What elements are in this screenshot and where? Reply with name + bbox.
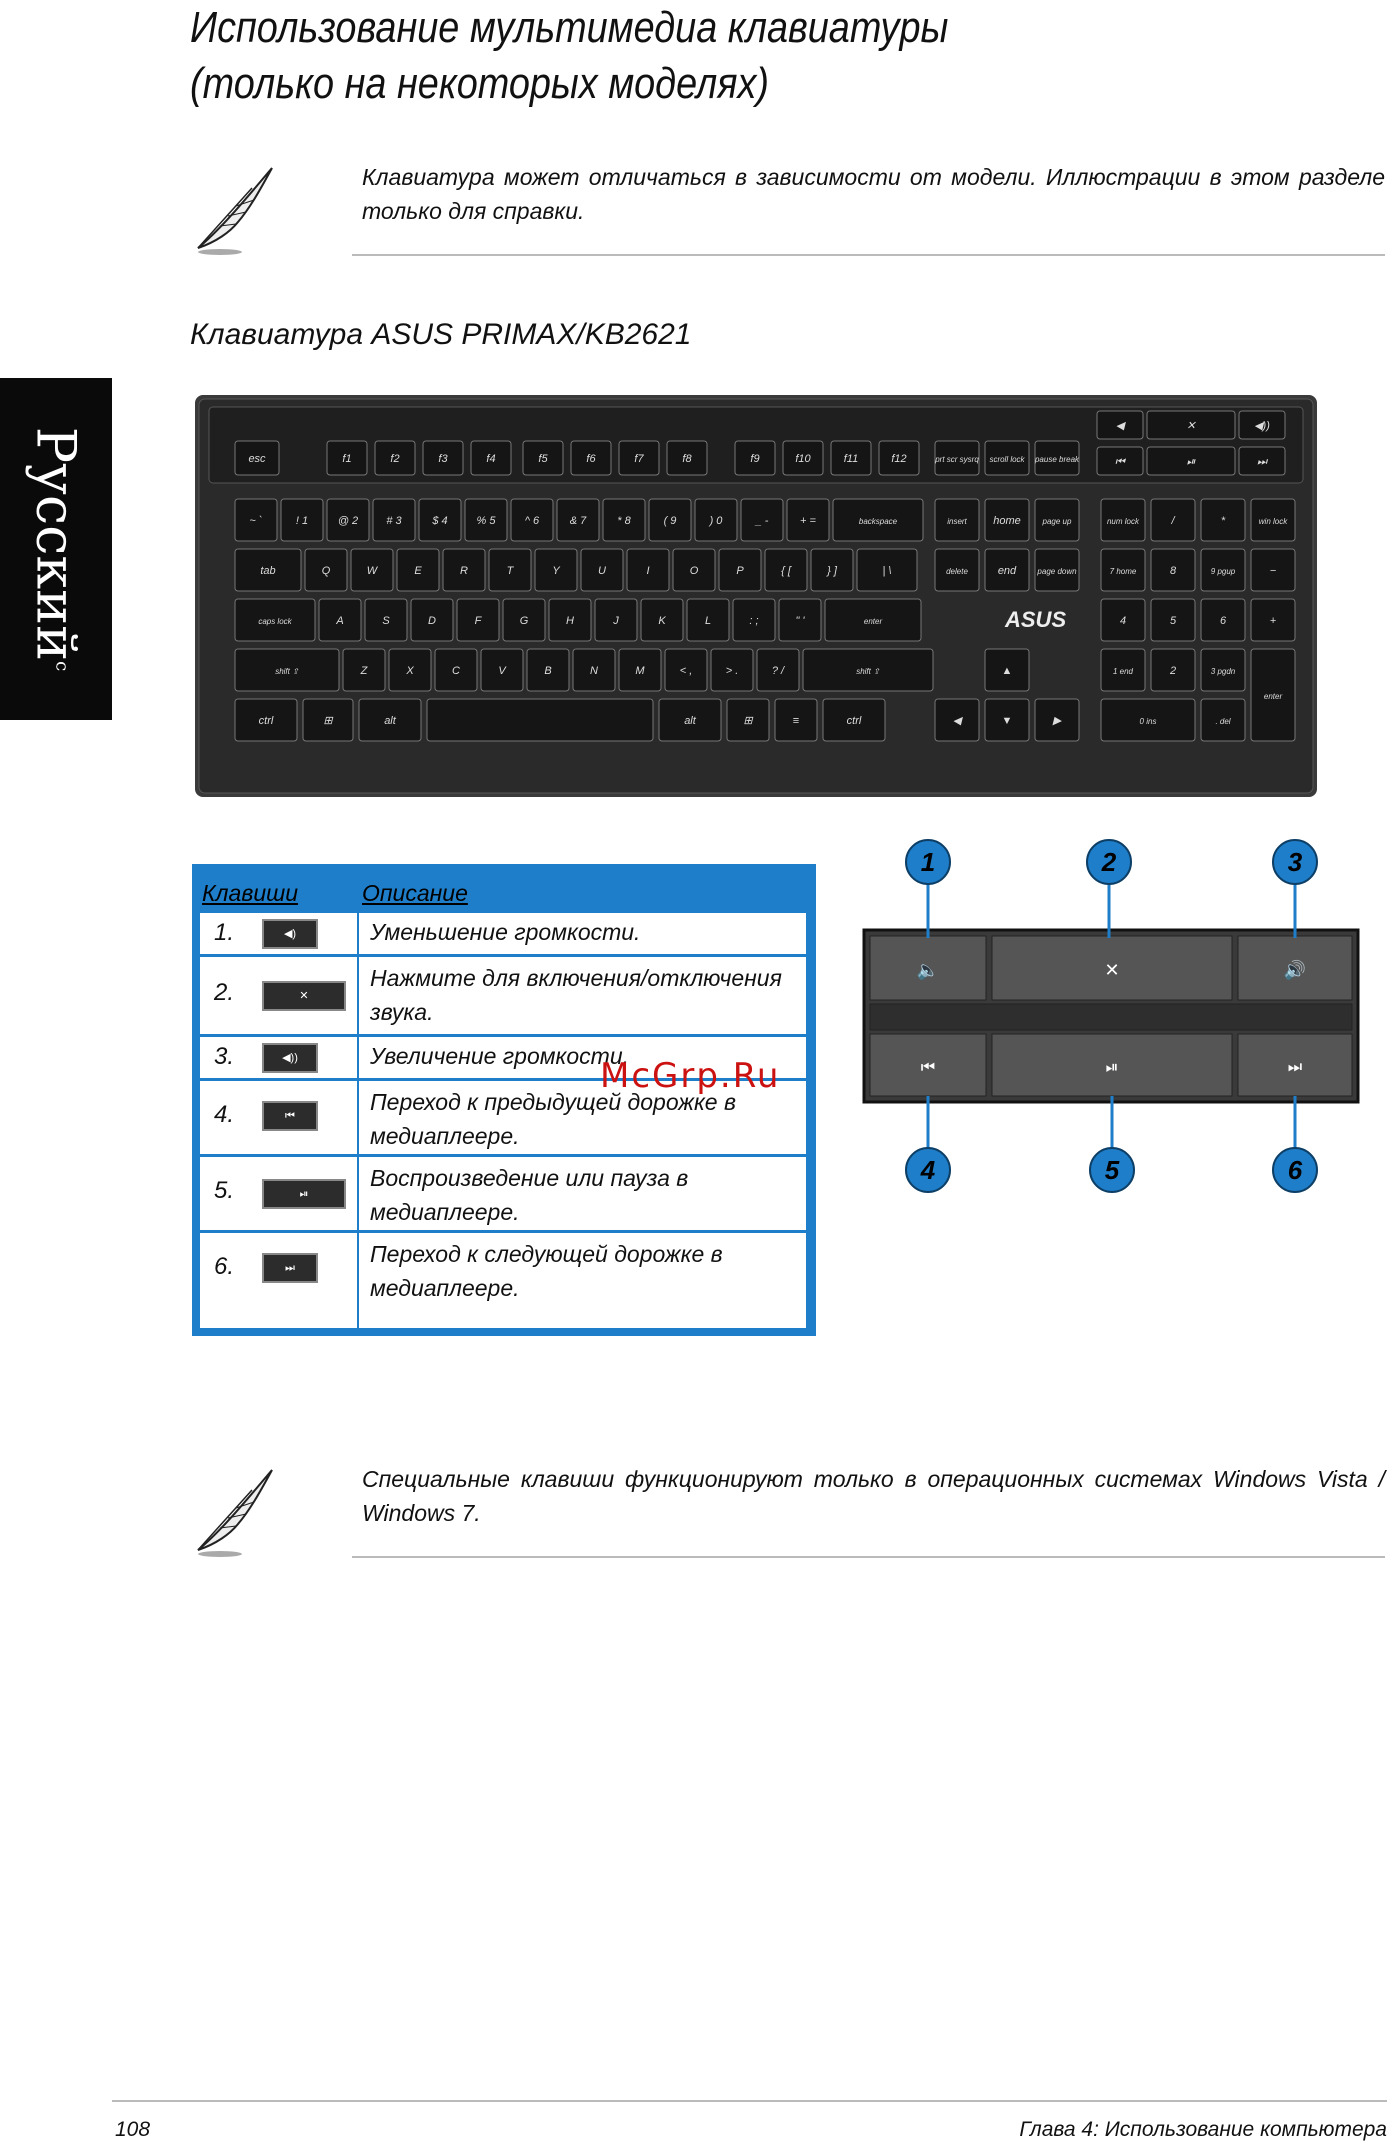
mute-key-icon: ✕ [262, 981, 346, 1011]
keyboard-key-label: N [590, 665, 598, 677]
keyboard-key-label: U [598, 565, 606, 577]
keyboard-key-label: A [336, 615, 344, 627]
keyboard-key-label: @ 2 [337, 515, 359, 527]
keyboard-key-label: + [1269, 615, 1277, 627]
keyboard-key-label: shift ⇧ [275, 667, 299, 676]
keyboard-key-label: tab [260, 565, 276, 577]
feather-note-icon [190, 160, 280, 260]
keyboard-key-label: ⏭ [1257, 456, 1267, 468]
keyboard-key-label: # 3 [386, 515, 402, 527]
keyboard-key-label: F [474, 615, 482, 627]
keyboard-key-label: win lock [1258, 517, 1288, 526]
keyboard-key-label: 5 [1169, 615, 1177, 627]
keyboard-key-label: ~ ` [249, 515, 263, 527]
keyboard-key-label: ◀ [1115, 420, 1125, 432]
keyboard-key-label: 9 pgup [1210, 567, 1236, 576]
callout-number: 4 [920, 1155, 936, 1185]
keyboard-key-label: enter [863, 617, 883, 626]
keyboard-key-label: : ; [749, 615, 759, 627]
row-number: 1. [214, 919, 235, 946]
keyboard-key-label: $ 4 [432, 515, 448, 527]
keyboard-key-label: pause break [1034, 455, 1080, 464]
keyboard-key-label: ▼ [1001, 715, 1013, 727]
keyboard-key-label: K [658, 615, 666, 627]
keyboard-key-label: ctrl [258, 715, 274, 727]
title-line-1: Использование мультимедиа клавиатуры [190, 3, 949, 52]
keyboard-key-label: shift ⇧ [856, 667, 880, 676]
keyboard-key-label: f7 [634, 453, 644, 465]
row-description: Нажмите для включения/отключения звука. [370, 965, 782, 1025]
keyboard-key-label: | \ [882, 565, 892, 577]
keyboard-key-label: ▲ [1001, 665, 1013, 677]
previous-track-key-icon: ⏮ [262, 1101, 318, 1131]
keyboard-key-label: M [635, 665, 645, 677]
keyboard-key-label: ) 0 [709, 515, 723, 527]
language-superscript: с [51, 661, 73, 672]
keyboard-key-label: ! 1 [295, 515, 309, 527]
keyboard-key-label: 3 pgdn [1210, 667, 1236, 676]
keyboard-key-label: O [689, 565, 699, 577]
keyboard-key-label: ⏯ [1186, 456, 1196, 468]
keyboard-key-label: f9 [750, 453, 760, 465]
keyboard-key-label: P [736, 565, 744, 577]
keyboard-key-label: − [1269, 565, 1277, 577]
page-title [190, 0, 1179, 112]
footer-rule [112, 2100, 1387, 2102]
note-box-2 [190, 1462, 1385, 1558]
keyboard-key-label: f10 [795, 453, 811, 465]
keyboard-key-label: f6 [586, 453, 596, 465]
keyboard-key-label: ◀)) [1254, 420, 1270, 432]
keyboard-key-label: ctrl [846, 715, 862, 727]
keyboard-key-label: 1 end [1112, 667, 1134, 676]
row-description: Увеличение громкости. [370, 1043, 629, 1069]
keyboard-key-label: esc [248, 453, 266, 465]
keyboard-key-label: ▶ [1052, 715, 1062, 727]
keyboard-key-label: alt [384, 715, 396, 727]
keyboard-key-label: home [993, 515, 1021, 527]
volume-up-icon: 🔊 [1283, 960, 1307, 981]
keyboard-key-label: f3 [438, 453, 448, 465]
row-number: 6. [214, 1253, 235, 1280]
keyboard-key-label: ( 9 [663, 515, 677, 527]
keyboard-key-label: ✕ [1186, 420, 1196, 432]
keyboard-key-label: backspace [858, 517, 898, 526]
keyboard-key-label: ^ 6 [524, 515, 540, 527]
keyboard-key-label: } ] [827, 565, 837, 577]
row-description: Переход к следующей дорожке в медиаплеере. [370, 1241, 723, 1301]
keyboard-key-label: * 8 [617, 515, 631, 527]
asus-logo: ASUS [1005, 607, 1067, 632]
table-row [200, 1230, 806, 1331]
keyboard-key-label: 4 [1119, 615, 1127, 627]
row-description: Уменьшение громкости. [370, 919, 641, 945]
keyboard-key-label: I [646, 565, 650, 577]
keyboard-key-label: " ' [795, 615, 805, 627]
row-description: Переход к предыдущей дорожке в медиаплеере. [370, 1089, 736, 1149]
keyboard-key-label: 7 home [1109, 567, 1137, 576]
keyboard-key-label: num lock [1106, 517, 1140, 526]
keyboard-key-label: ⏮ [1115, 456, 1125, 468]
keyboard-key-label: . del [1215, 717, 1231, 726]
keyboard-key-label: 6 [1219, 615, 1227, 627]
keyboard-key [427, 699, 653, 741]
callout-number: 2 [1101, 847, 1117, 877]
keyboard-key-label: end [997, 565, 1017, 577]
keyboard-key-label: { [ [781, 565, 791, 577]
callout-number: 6 [1287, 1155, 1303, 1185]
keyboard-key-label: B [544, 665, 552, 677]
keyboard-key-label: delete [946, 567, 968, 576]
keyboard-key-label: Q [321, 565, 331, 577]
keyboard-key-label: Y [552, 565, 560, 577]
keyboard-key-label: > . [725, 665, 739, 677]
keyboard-key-label: < , [679, 665, 693, 677]
keyboard-key-label: J [613, 615, 619, 627]
keyboard-key-label: R [460, 565, 468, 577]
keyboard-key-label: / [1171, 515, 1175, 527]
keyboard-key-label: L [704, 615, 712, 627]
keyboard-key-label: f4 [486, 453, 496, 465]
keyboard-key-label: _ - [755, 515, 769, 527]
media-keys-panel [862, 838, 1362, 1208]
feather-note-icon [190, 1462, 280, 1562]
keyboard-key-label: page up [1042, 517, 1072, 526]
media-keys-table [192, 864, 816, 1336]
keyboard-key-label: T [506, 565, 514, 577]
keyboard-key-label: prt scr sysrq [935, 455, 979, 464]
play-pause-key-icon: ⏯ [262, 1179, 346, 1209]
keyboard-key-label: ◀ [952, 715, 962, 727]
row-number: 2. [214, 979, 235, 1006]
page-number: 108 [115, 2118, 151, 2141]
previous-track-icon: ⏮ [920, 1057, 936, 1076]
keyboard-key-label: caps lock [258, 617, 292, 626]
row-description: Воспроизведение или пауза в медиаплеере. [370, 1165, 689, 1225]
keyboard-key-label: H [566, 615, 574, 627]
keyboard-key-label: V [498, 665, 506, 677]
keyboard-key-label: ? / [771, 665, 785, 677]
keyboard-key-label: + = [800, 515, 816, 527]
keyboard-key-label: S [382, 615, 390, 627]
keyboard-key-label: f8 [682, 453, 692, 465]
keyboard-illustration [195, 395, 1317, 797]
keyboard-key-label: scroll lock [989, 455, 1025, 464]
keyboard-key-label: Z [360, 665, 368, 677]
keyboard-key-label: f12 [891, 453, 907, 465]
watermark: McGrp.Ru [600, 1056, 781, 1096]
chapter-title: Глава 4: Использование компьютера [1019, 2118, 1387, 2141]
callout-number: 1 [920, 847, 936, 877]
note-box-1 [190, 160, 1385, 256]
keyboard-key-label: * [1220, 515, 1226, 527]
keyboard-key-label: D [428, 615, 436, 627]
keyboard-key-label: 0 ins [1139, 717, 1157, 726]
keyboard-key-label: f5 [538, 453, 548, 465]
header-keys: Клавиши [202, 880, 298, 906]
keyboard-model-subtitle: Клавиатура ASUS PRIMAX/KB2621 [190, 318, 692, 351]
table-row [200, 1154, 806, 1233]
keyboard-key-label: ⊞ [323, 715, 333, 727]
note-2-rule [352, 1556, 1385, 1558]
keyboard-key-label: alt [684, 715, 696, 727]
volume-down-icon: 🔈 [916, 960, 940, 981]
keyboard-key-label: & 7 [569, 515, 587, 527]
mute-icon: ✕ [1104, 960, 1120, 981]
keyboard-key-label: % 5 [476, 515, 496, 527]
play-pause-icon: ⏯ [1105, 1057, 1119, 1076]
keyboard-key-label: f1 [342, 453, 352, 465]
row-number: 3. [214, 1043, 235, 1070]
keyboard-key-label: W [366, 565, 378, 577]
title-line-2: (только на некоторых моделях) [190, 59, 769, 108]
keyboard-key-label: 2 [1169, 665, 1177, 677]
row-number: 5. [214, 1177, 235, 1204]
keyboard-key-label: insert [947, 517, 967, 526]
next-track-icon: ⏭ [1287, 1057, 1303, 1076]
keyboard-key-label: ⊞ [743, 715, 753, 727]
keyboard-key-label: G [519, 615, 529, 627]
language-side-tab [0, 378, 112, 720]
header-description: Описание [362, 880, 468, 906]
keyboard-key-label: enter [1263, 692, 1283, 701]
keyboard-key-label: page down [1037, 567, 1077, 576]
keyboard-key-label: E [414, 565, 422, 577]
keyboard-key-label: ≡ [792, 715, 800, 727]
keyboard-key-label: f11 [843, 453, 859, 465]
volume-up-key-icon: ◀)) [262, 1043, 318, 1073]
keyboard-key-label: C [452, 665, 460, 677]
keyboard-key-label: f2 [390, 453, 400, 465]
row-number: 4. [214, 1101, 235, 1128]
note-1-text: Клавиатура может отличаться в зависимости от модели. Иллюстрации в этом разделе только для справки. [362, 164, 1385, 224]
note-2-text: Специальные клавиши функционируют только в операционных системах Windows Vista / Windows 7. [362, 1466, 1385, 1526]
table-row [200, 954, 806, 1037]
volume-down-key-icon: ◀) [262, 919, 318, 949]
callout-number: 5 [1104, 1155, 1120, 1185]
keyboard-key-label: X [406, 665, 414, 677]
table-row [200, 910, 806, 957]
keyboard-key-label: 8 [1169, 565, 1177, 577]
note-1-rule [352, 254, 1385, 256]
next-track-key-icon: ⏭ [262, 1253, 318, 1283]
table-header [200, 870, 806, 910]
callout-number: 3 [1287, 847, 1303, 877]
language-label: Русский [24, 426, 88, 662]
